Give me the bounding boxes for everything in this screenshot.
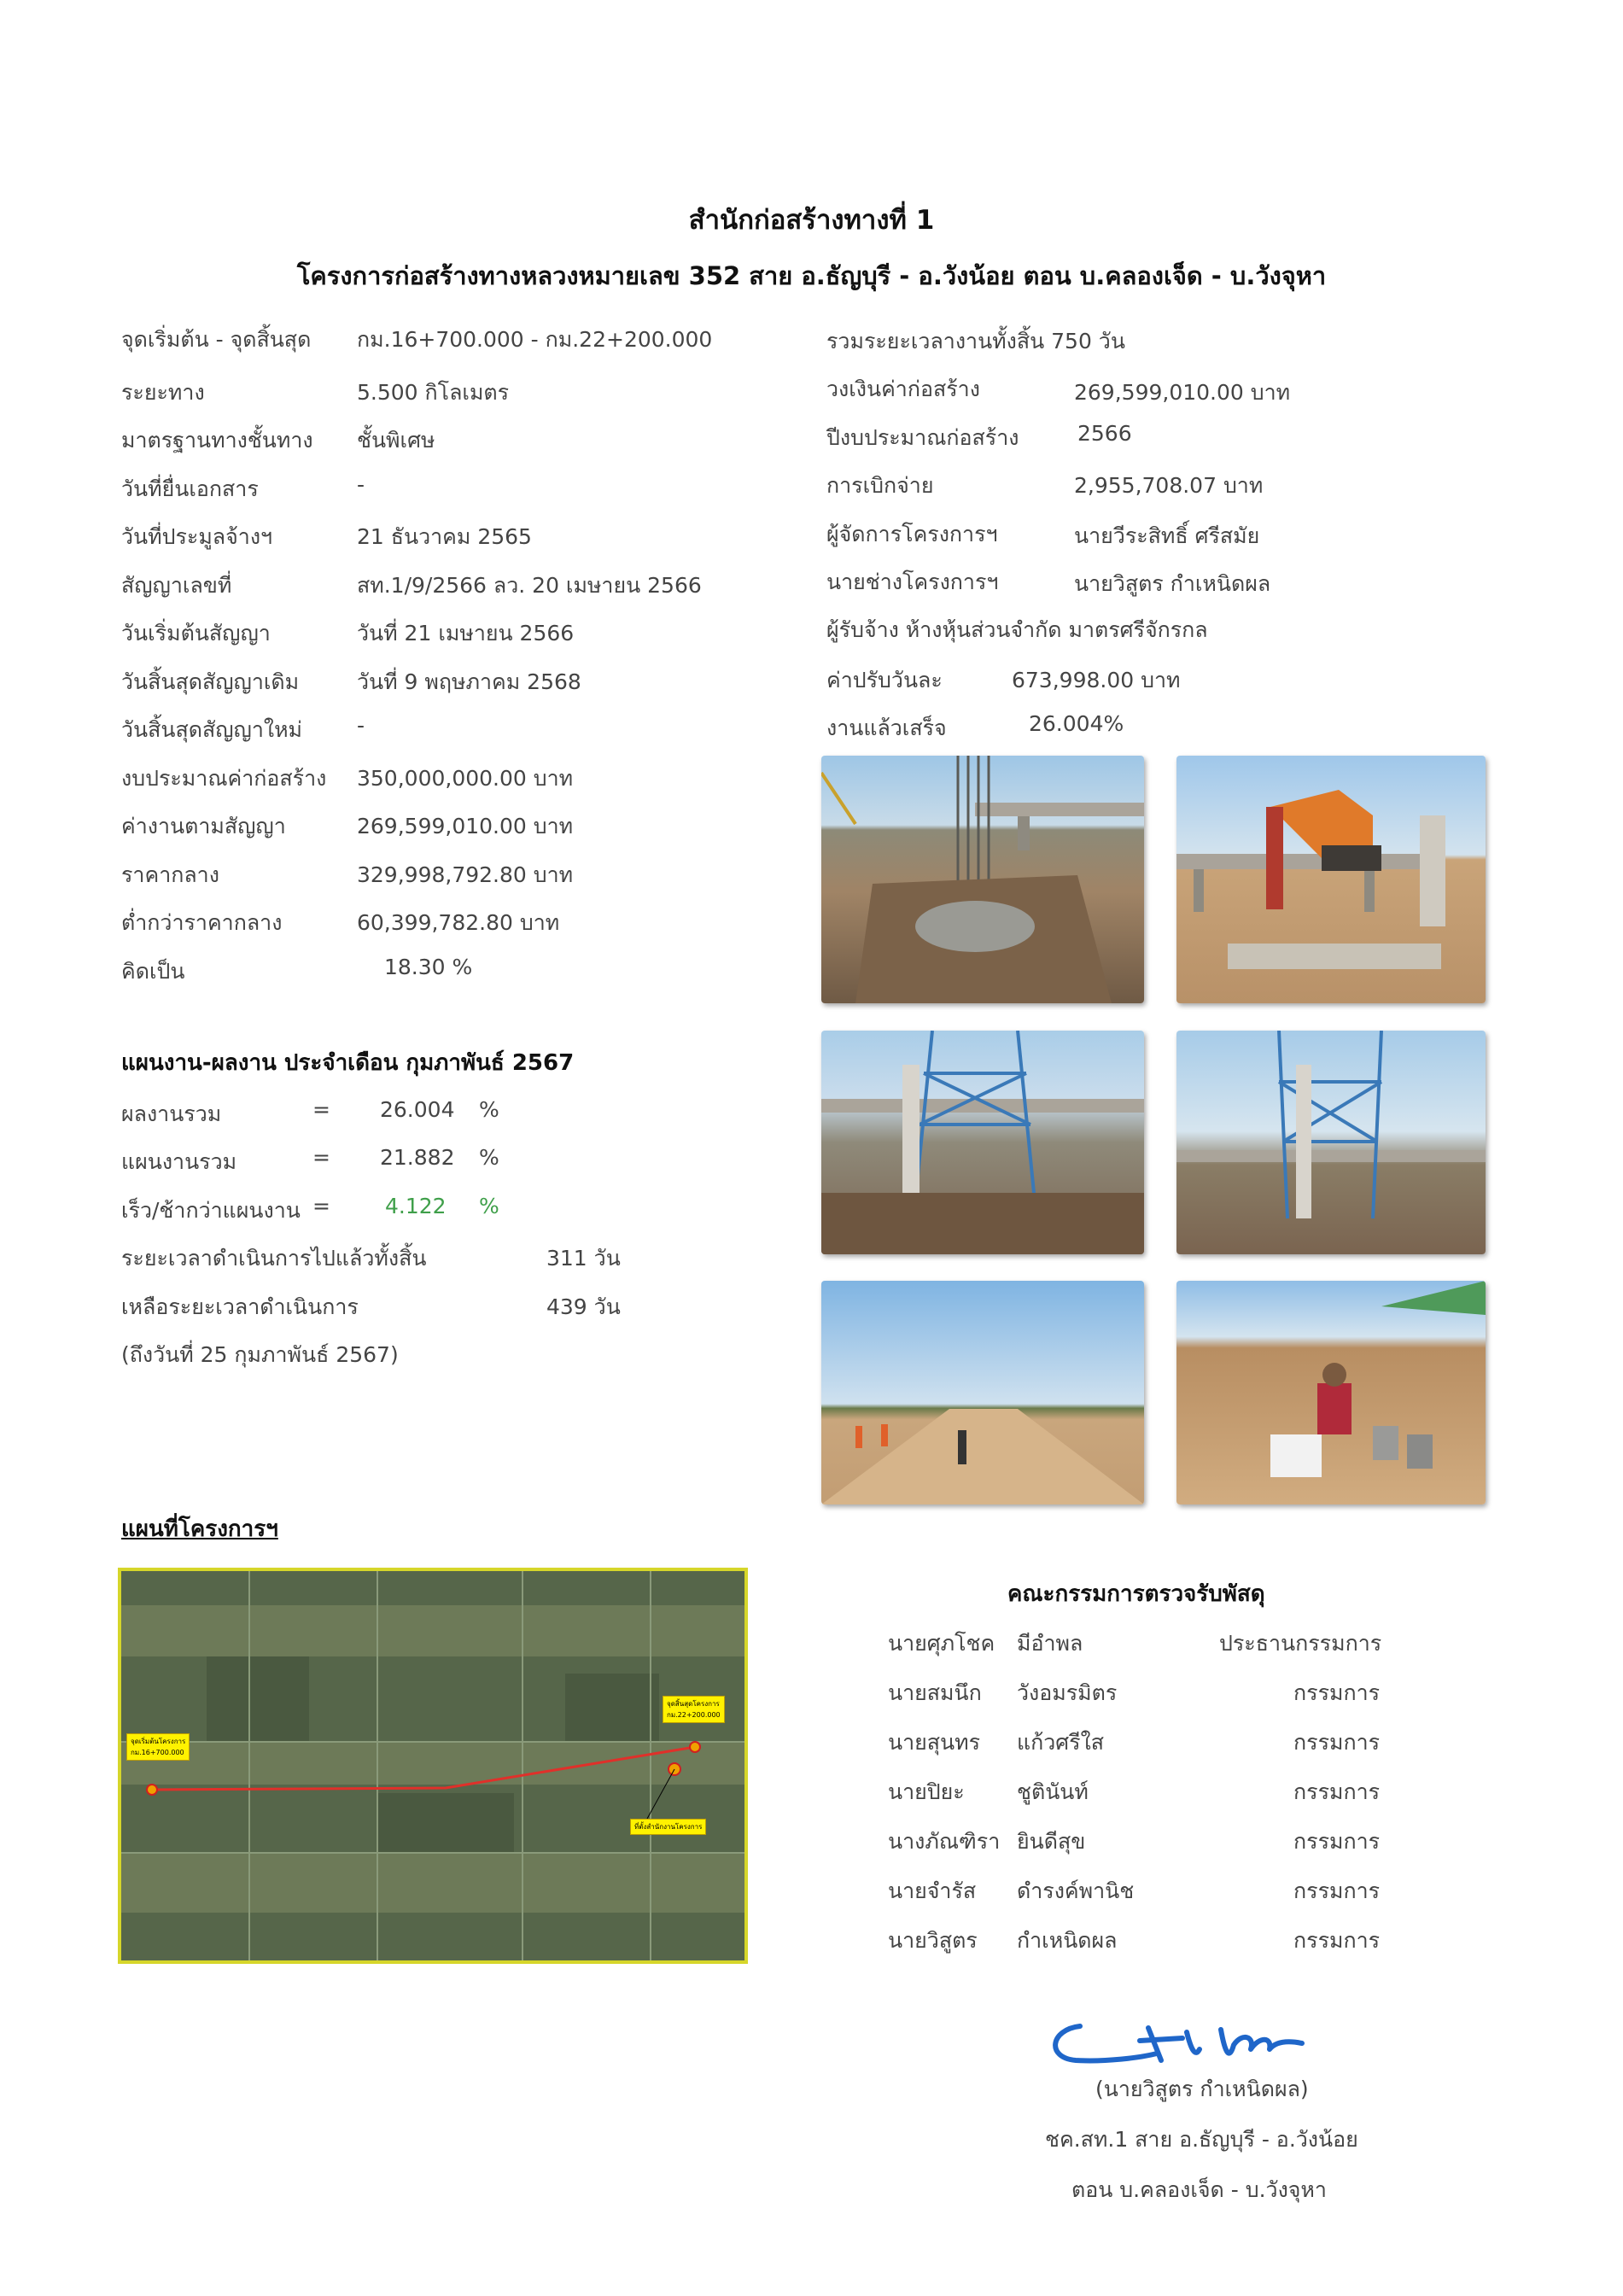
plan-row-value: 21.882	[380, 1145, 455, 1170]
member-last-name: กำเหนิดผล	[1017, 1928, 1118, 1953]
end-marker	[690, 1742, 700, 1752]
plan-row-unit: %	[479, 1097, 499, 1122]
info-label: คิดเป็น	[121, 959, 185, 984]
project-map	[118, 1568, 748, 1964]
map-office-label: ที่ตั้งสำนักงานโครงการ	[630, 1819, 706, 1835]
info-label: วันที่ประมูลจ้างฯ	[121, 524, 273, 549]
info-value: 673,998.00 บาท	[1012, 668, 1181, 692]
start-marker	[147, 1785, 157, 1795]
member-first-name: นายจำรัส	[888, 1878, 977, 1903]
info-value: 5.500 กิโลเมตร	[357, 380, 510, 405]
member-last-name: แก้วศรีใส	[1017, 1730, 1105, 1755]
member-last-name: ดำรงค์พานิช	[1017, 1878, 1135, 1903]
info-value: 60,399,782.80 บาท	[357, 910, 560, 935]
info-label: วงเงินค่าก่อสร้าง	[826, 377, 980, 401]
info-label: ต่ำกว่าราคากลาง	[121, 910, 283, 935]
signer-name: (นายวิสูตร กำเหนิดผล)	[1095, 2077, 1309, 2101]
info-value: วันที่ 9 พฤษภาคม 2568	[357, 669, 581, 694]
member-role: กรรมการ	[1293, 1779, 1381, 1804]
plan-row-eq: =	[312, 1145, 330, 1170]
info-value: 269,599,010.00 บาท	[1074, 380, 1291, 405]
info-label: วันสิ้นสุดสัญญาใหม่	[121, 717, 303, 742]
signature-image	[1046, 2011, 1328, 2071]
remaining-value: 439 วัน	[546, 1294, 621, 1319]
info-label: นายช่างโครงการฯ	[826, 570, 999, 594]
project-title: โครงการก่อสร้างทางหลวงหมายเลข 352 สาย อ.ธัญบุรี - อ.วังน้อย ตอน บ.คลองเจ็ด - บ.วังจุหา	[296, 261, 1327, 290]
map-heading: แผนที่โครงการฯ	[121, 1516, 278, 1542]
committee-heading: คณะกรรมการตรวจรับพัสดุ	[1007, 1581, 1265, 1607]
member-first-name: นายสมนึก	[888, 1680, 982, 1705]
plan-heading: แผนงาน-ผลงาน ประจำเดือน กุมภาพันธ์ 2567	[121, 1050, 575, 1076]
info-label: ระยะทาง	[121, 380, 205, 405]
info-value: ชั้นพิเศษ	[357, 428, 435, 453]
plan-row-unit: %	[479, 1194, 499, 1218]
info-label: มาตรฐานทางชั้นทาง	[121, 428, 313, 453]
construction-photo-1	[821, 756, 1144, 1003]
construction-photo-5	[821, 1281, 1144, 1504]
member-first-name: นางภัณฑิรา	[888, 1829, 1001, 1854]
plan-row-eq: =	[312, 1194, 330, 1218]
plan-row-eq: =	[312, 1097, 330, 1122]
info-label: ค่าปรับวันละ	[826, 668, 943, 692]
info-value: วันที่ 21 เมษายน 2566	[357, 621, 575, 646]
info-label: วันสิ้นสุดสัญญาเดิม	[121, 669, 300, 694]
info-label: งบประมาณค่าก่อสร้าง	[121, 766, 327, 791]
member-first-name: นายปิยะ	[888, 1779, 965, 1804]
info-label: รวมระยะเวลางานทั้งสิ้น 750 วัน	[826, 329, 1125, 353]
as-of-date: (ถึงวันที่ 25 กุมภาพันธ์ 2567)	[121, 1342, 399, 1367]
signer-position: ชค.สท.1 สาย อ.ธัญบุรี - อ.วังน้อย	[1045, 2127, 1358, 2152]
plan-row-unit: %	[479, 1145, 499, 1170]
member-first-name: นายศุภโชค	[888, 1631, 995, 1656]
info-value: กม.16+700.000 - กม.22+200.000	[357, 327, 713, 352]
member-last-name: ชูตินันท์	[1017, 1779, 1089, 1804]
info-label: จุดเริ่มต้น - จุดสิ้นสุด	[121, 327, 312, 352]
info-label: ผู้จัดการโครงการฯ	[826, 522, 998, 546]
info-value: 21 ธันวาคม 2565	[357, 524, 532, 549]
elapsed-label: ระยะเวลาดำเนินการไปแล้วทั้งสิ้น	[121, 1246, 427, 1271]
map-start-label: จุดเริ่มต้นโครงการ กม.16+700.000	[126, 1733, 190, 1761]
info-label: ผู้รับจ้าง ห้างหุ้นส่วนจำกัด มาตรศรีจักรกล	[826, 617, 1208, 642]
info-label: งานแล้วเสร็จ	[826, 716, 947, 740]
plan-row-label: เร็ว/ช้ากว่าแผนงาน	[121, 1198, 301, 1223]
member-role: กรรมการ	[1293, 1730, 1381, 1755]
member-last-name: มีอำพล	[1017, 1631, 1083, 1656]
info-label: สัญญาเลขที่	[121, 573, 232, 598]
info-value: นายวิสูตร กำเหนิดผล	[1074, 571, 1271, 596]
info-value: สท.1/9/2566 ลว. 20 เมษายน 2566	[357, 573, 702, 598]
map-end-label: จุดสิ้นสุดโครงการ กม.22+200.000	[663, 1696, 725, 1723]
info-value: -	[357, 472, 365, 497]
info-label: วันเริ่มต้นสัญญา	[121, 621, 271, 646]
member-role: กรรมการ	[1293, 1878, 1381, 1903]
info-value: 329,998,792.80 บาท	[357, 862, 574, 887]
info-label: ปีงบประมาณก่อสร้าง	[826, 425, 1019, 450]
member-last-name: วังอมรมิตร	[1017, 1680, 1118, 1705]
info-value: 350,000,000.00 บาท	[357, 766, 574, 791]
info-value: 2566	[1077, 421, 1132, 446]
construction-photo-2	[1176, 756, 1486, 1003]
info-label: ค่างานตามสัญญา	[121, 814, 286, 838]
elapsed-value: 311 วัน	[546, 1246, 621, 1271]
member-role: กรรมการ	[1293, 1680, 1381, 1705]
member-last-name: ยินดีสุข	[1017, 1829, 1086, 1854]
info-label: การเบิกจ่าย	[826, 473, 934, 498]
info-value: 18.30 %	[384, 955, 473, 979]
info-label: วันที่ยื่นเอกสาร	[121, 476, 259, 501]
plan-row-value: 4.122	[385, 1194, 447, 1218]
info-value: -	[357, 713, 365, 738]
construction-photo-6	[1176, 1281, 1486, 1504]
info-label: ราคากลาง	[121, 862, 219, 887]
info-value: 2,955,708.07 บาท	[1074, 473, 1264, 498]
info-value: 26.004%	[1029, 711, 1124, 736]
signer-section: ตอน บ.คลองเจ็ด - บ.วังจุหา	[1071, 2177, 1327, 2202]
member-role: กรรมการ	[1293, 1928, 1381, 1953]
plan-row-value: 26.004	[380, 1097, 455, 1122]
plan-row-label: แผนงานรวม	[121, 1149, 237, 1174]
info-value: 269,599,010.00 บาท	[357, 814, 574, 838]
info-value: นายวีระสิทธิ์ ศรีสมัย	[1074, 523, 1260, 548]
member-role: ประธานกรรมการ	[1219, 1631, 1382, 1656]
member-first-name: นายวิสูตร	[888, 1928, 978, 1953]
construction-photo-3	[821, 1031, 1144, 1254]
member-role: กรรมการ	[1293, 1829, 1381, 1854]
satellite-image	[121, 1571, 744, 1960]
plan-row-label: ผลงานรวม	[121, 1101, 222, 1126]
office-title: สำนักก่อสร้างทางที่ 1	[688, 205, 935, 236]
member-first-name: นายสุนทร	[888, 1730, 981, 1755]
construction-photo-4	[1176, 1031, 1486, 1254]
remaining-label: เหลือระยะเวลาดำเนินการ	[121, 1294, 359, 1319]
